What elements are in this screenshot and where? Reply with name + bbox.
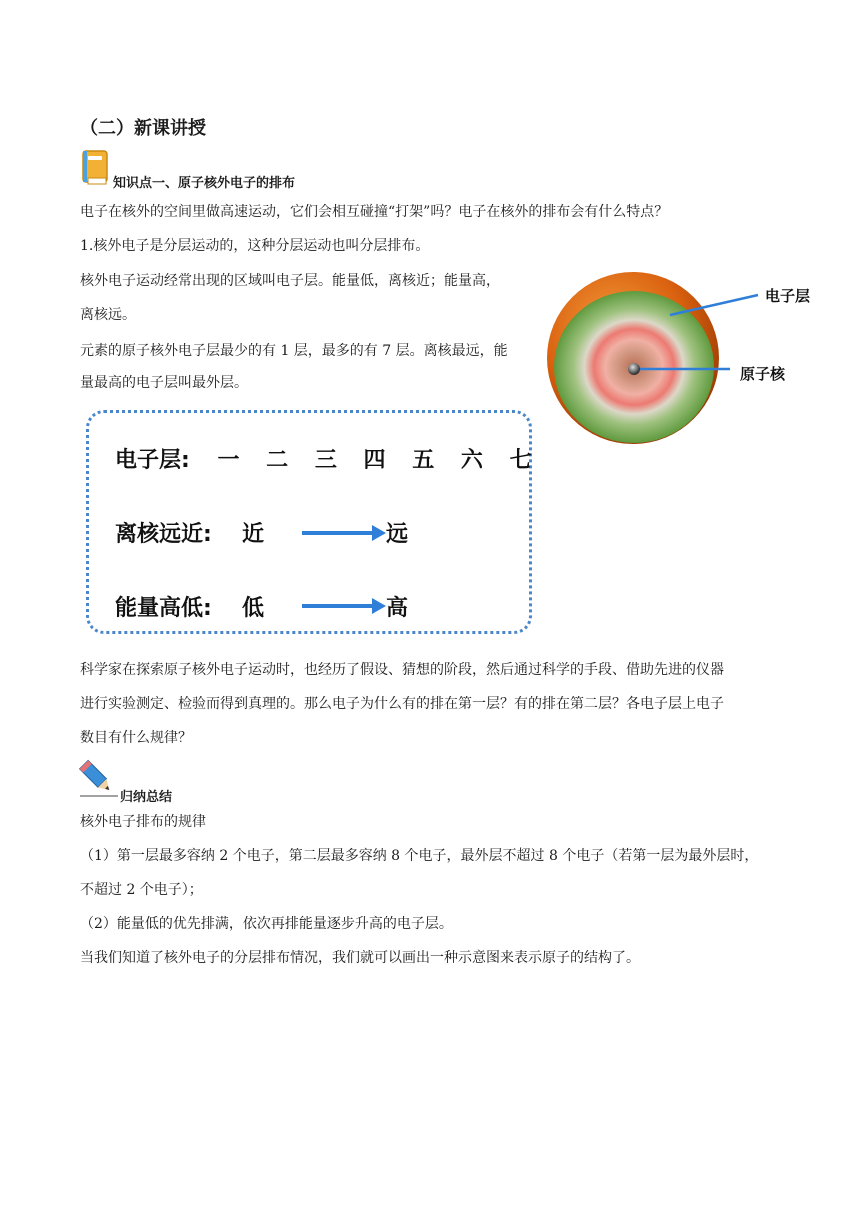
atom-sphere: [547, 272, 719, 444]
distance-row-label: 离核远近:: [115, 522, 212, 547]
history-line2: 进行实验测定、检验而得到真理的。那么电子为什么有的排在第一层？有的排在第二层？各电子层上电子: [80, 696, 724, 712]
shell-row: [115, 443, 532, 474]
energy-to: 高: [386, 596, 409, 621]
energy-arrowhead-icon: [372, 598, 386, 614]
shell-definition-line1: 核外电子运动经常出现的区域叫电子层。能量低，离核近；能量高，: [80, 273, 500, 289]
energy-from: 低: [242, 596, 265, 621]
distance-arrowhead-icon: [372, 525, 386, 541]
rule-title: 核外电子排布的规律: [80, 814, 206, 830]
shell-row-label: 电子层:: [115, 448, 190, 473]
distance-arrow: [302, 531, 374, 535]
pencil-icon: [78, 756, 118, 798]
history-line3: 数目有什么规律？: [80, 730, 192, 746]
label-electron-shell: 电子层: [765, 287, 811, 305]
intro-question: 电子在核外的空间里做高速运动，它们会相互碰撞“打架”吗？电子在核外的排布会有什么特点？: [80, 204, 669, 220]
tier-2: 二: [266, 448, 289, 473]
distance-row: [115, 517, 212, 548]
shell-definition-line2: 离核远。: [80, 307, 136, 323]
distance-from: 近: [242, 522, 265, 547]
energy-row: [115, 591, 212, 622]
tier-5: 五: [412, 448, 435, 473]
label-nucleus: 原子核: [740, 365, 786, 383]
energy-arrow: [302, 604, 374, 608]
layers-line1: 元素的原子核外电子层最少的有 1 层，最多的有 7 层。离核最远，能: [80, 343, 508, 359]
closing-sentence: 当我们知道了核外电子的分层排布情况，我们就可以画出一种示意图来表示原子的结构了。: [80, 950, 640, 966]
tier-1: 一: [217, 448, 240, 473]
rule-1-line2: 不超过 2 个电子）；: [80, 882, 203, 898]
tier-4: 四: [363, 448, 386, 473]
tier-7: 七: [509, 448, 532, 473]
history-line1: 科学家在探索原子核外电子运动时，也经历了假设、猜想的阶段，然后通过科学的手段、借助先进的仪器: [80, 662, 724, 678]
layers-line2: 量最高的电子层叫最外层。: [80, 375, 248, 391]
tier-3: 三: [314, 448, 337, 473]
point-1: 1.核外电子是分层运动的，这种分层运动也叫分层排布。: [80, 238, 430, 254]
tier-6: 六: [460, 448, 483, 473]
rule-1-line1: （1）第一层最多容纳 2 个电子，第二层最多容纳 8 个电子，最外层不超过 8 个电子（若第一层为最外层时，: [80, 848, 759, 864]
shell-summary-box: [86, 410, 532, 634]
knowledge-point-heading: 知识点一、原子核外电子的排布: [113, 176, 296, 191]
rule-2: （2）能量低的优先排满，依次再排能量逐步升高的电子层。: [80, 916, 453, 932]
distance-to: 远: [386, 522, 409, 547]
energy-row-label: 能量高低:: [115, 596, 212, 621]
atom-figure: [540, 265, 830, 445]
section-title: （二）新课讲授: [80, 118, 206, 139]
book-icon: [80, 150, 110, 186]
summary-heading: 归纳总结: [120, 790, 173, 805]
